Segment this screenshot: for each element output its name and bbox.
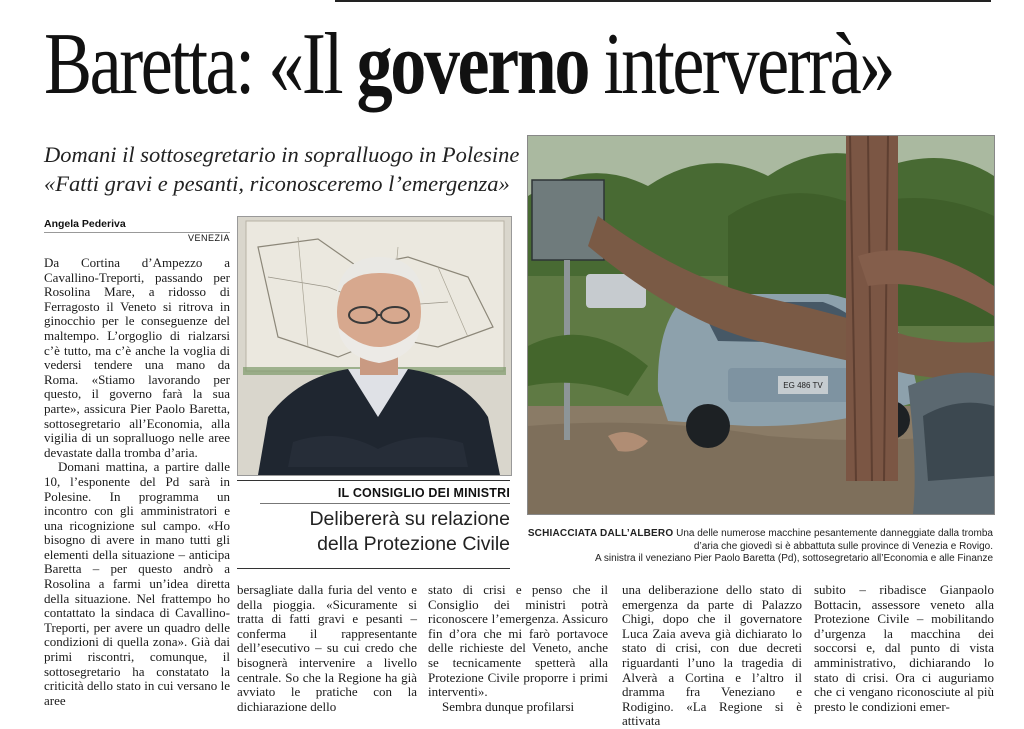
column1-paragraph1: Da Cortina d’Ampezzo a Cavallino-Treporti, passando per Rosolina Mare, a ridosso di Ferragosto il Veneto si ritrova in ginocchio per le conseguenze del maltempo. L’orgoglio di rialzarsi c’è tutto, ma c’è anche la voglia di vedersi tendere una mano da Roma. «Stiamo lavorando per questo, il governo farà la sua parte», assicura Pier Paolo Baretta, sottosegretario all’Economia, alla vigilia di un sopralluogo nelle aree devastate dalla tromba d’aria. xyxy=(44,255,230,460)
fallen-tree-photo xyxy=(527,135,995,515)
sidebar-rule-top xyxy=(237,480,510,481)
photo-caption xyxy=(527,528,993,566)
subhead-line1: Domani il sottosegretario in sopralluogo in Polesine xyxy=(44,142,520,167)
caption-line1 xyxy=(527,528,993,553)
headline xyxy=(44,6,893,126)
caption-text2: A sinistra il veneziano Pier Paolo Baretta (Pd), sottosegretario all’Economia e alle Finanze xyxy=(595,553,993,564)
portrait-photo xyxy=(237,216,512,476)
sidebar-line2: della Protezione Civile xyxy=(317,533,510,555)
caption-text1: Una delle numerose macchine pesantemente danneggiate dalla tromba d’aria che giovedì si è abbattuta sulle province di Venezia e Rovigo. xyxy=(673,528,993,552)
portrait-illustration xyxy=(238,217,511,475)
article-column-5 xyxy=(814,583,994,714)
top-rule xyxy=(335,0,991,2)
sidebar-rule-bottom xyxy=(237,568,510,569)
column4-paragraph: una deliberazione dello stato di emergenza da parte di Palazzo Chigi, dopo che il governatore Luca Zaia aveva già dichiarato lo stato di crisi, con due decreti riguardanti l’uno la tragedia di Alverà a Cortina e l’altro il dramma fra Veneziano e Rodigino. «La Regione si è attivata xyxy=(622,582,802,729)
subhead-line2: «Fatti gravi e pesanti, riconosceremo l’emergenza» xyxy=(44,171,510,196)
column1-paragraph2: Domani mattina, a partire dalle 10, l’esponente del Pd sarà in Polesine. In programma un incontro con gli amministratori e una ricognizione sul campo. «Ho bisogno di avere in mano tutti gli elementi della situazione – anticipa Baretta – per questo andrò a Rosolina a farmi un’idea diretta della situazione. Nel frattempo ho contattato la sindaca di Cavallino-Treporti, per avere un quadro delle condizioni di quella zona». Già dai primi riscontri, comunque, il sottosegretario ha constatato la criticità dello stato in cui versano le aree xyxy=(44,459,230,708)
column5-paragraph: subito – ribadisce Gianpaolo Bottacin, assessore veneto alla Protezione Civile – mobilitando d’urgenza la macchina dei soccorsi e, dal punto di vista amministrativo, dichiarando lo stato di crisi. Ora ci auguriamo che ci vengano riconosciute al più presto le condizioni emer- xyxy=(814,582,994,714)
column3-paragraph1: stato di crisi e penso che il Consiglio dei ministri potrà riconoscere l’emergenza. Assicuro fin d’ora che mi farò portavoce delle richieste del Veneto, anche se tecnicamente spetterà alla Protezione Civile proporre i primi interventi». xyxy=(428,582,608,700)
column2-paragraph: bersagliate dalla furia del vento e della pioggia. «Sicuramente si tratta di fatti gravi e pesanti – conferma il rappresentante dell’esecutivo – su cui credo che bisognerà intervenire a livello centrale. So che la Regione ha già avviato le pratiche con la dichiarazione dello xyxy=(237,582,417,714)
article-column-3 xyxy=(428,583,608,714)
article-column-1 xyxy=(44,256,230,708)
byline-place: VENEZIA xyxy=(187,233,230,243)
sidebar-text xyxy=(237,507,510,557)
fallen-tree-illustration xyxy=(528,136,994,514)
headline-part3: interverrà» xyxy=(587,16,893,113)
headline-part2: governo xyxy=(356,16,588,113)
sidebar-rule-mid xyxy=(260,503,510,504)
license-plate: EG 486 TV xyxy=(783,381,823,390)
article-column-4 xyxy=(622,583,802,729)
subheadline xyxy=(44,140,534,198)
byline-author: Angela Pederiva xyxy=(44,218,230,233)
caption-label: SCHIACCIATA DALL’ALBERO xyxy=(527,528,674,539)
sidebar-line1: Delibererà su relazione xyxy=(309,508,510,530)
headline-part1: Baretta: «Il xyxy=(44,16,357,113)
article-column-2 xyxy=(237,583,417,714)
column3-paragraph2: Sembra dunque profilarsi xyxy=(442,698,575,714)
sidebar-label: IL CONSIGLIO DEI MINISTRI xyxy=(337,486,510,500)
